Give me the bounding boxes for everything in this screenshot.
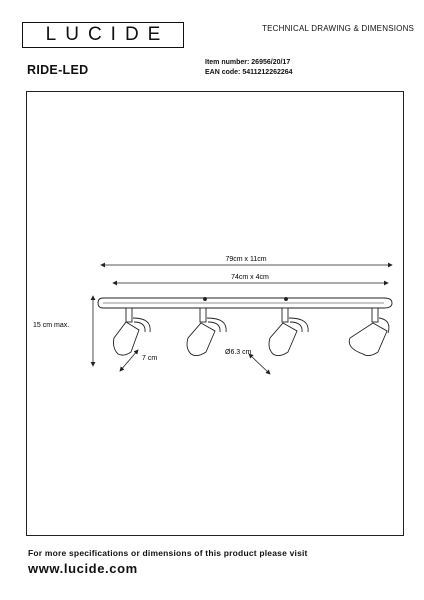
spot-light-2 xyxy=(187,308,226,356)
spot-light-3 xyxy=(269,308,308,356)
website-link[interactable]: www.lucide.com xyxy=(28,561,138,576)
ean-code: EAN code: 5411212262264 xyxy=(205,69,293,76)
product-name: RIDE-LED xyxy=(27,63,89,77)
overall-dimension xyxy=(101,256,392,265)
spot-light-1 xyxy=(114,308,151,355)
item-number: Item number: 26956/20/17 xyxy=(205,59,291,66)
overall-dimension-label: 79cm x 11cm xyxy=(225,256,267,263)
footer-note: For more specifications or dimensions of this product please visit xyxy=(28,548,308,558)
height-dimension xyxy=(33,296,93,366)
height-dimension-label: 15 cm max. xyxy=(33,322,70,329)
spot-light-4 xyxy=(349,308,389,356)
bar-dimension xyxy=(113,274,388,283)
spot-depth-label: 7 cm xyxy=(142,355,158,362)
ceiling-bar xyxy=(98,298,392,309)
bar-dimension-label: 74cm x 4cm xyxy=(231,274,269,281)
brand-logo: LUCIDE xyxy=(45,24,170,45)
document-title: TECHNICAL DRAWING & DIMENSIONS xyxy=(262,24,415,33)
spot-diameter-label: Ø6.3 cm xyxy=(225,349,252,356)
spot-diameter-dimension xyxy=(225,349,270,374)
